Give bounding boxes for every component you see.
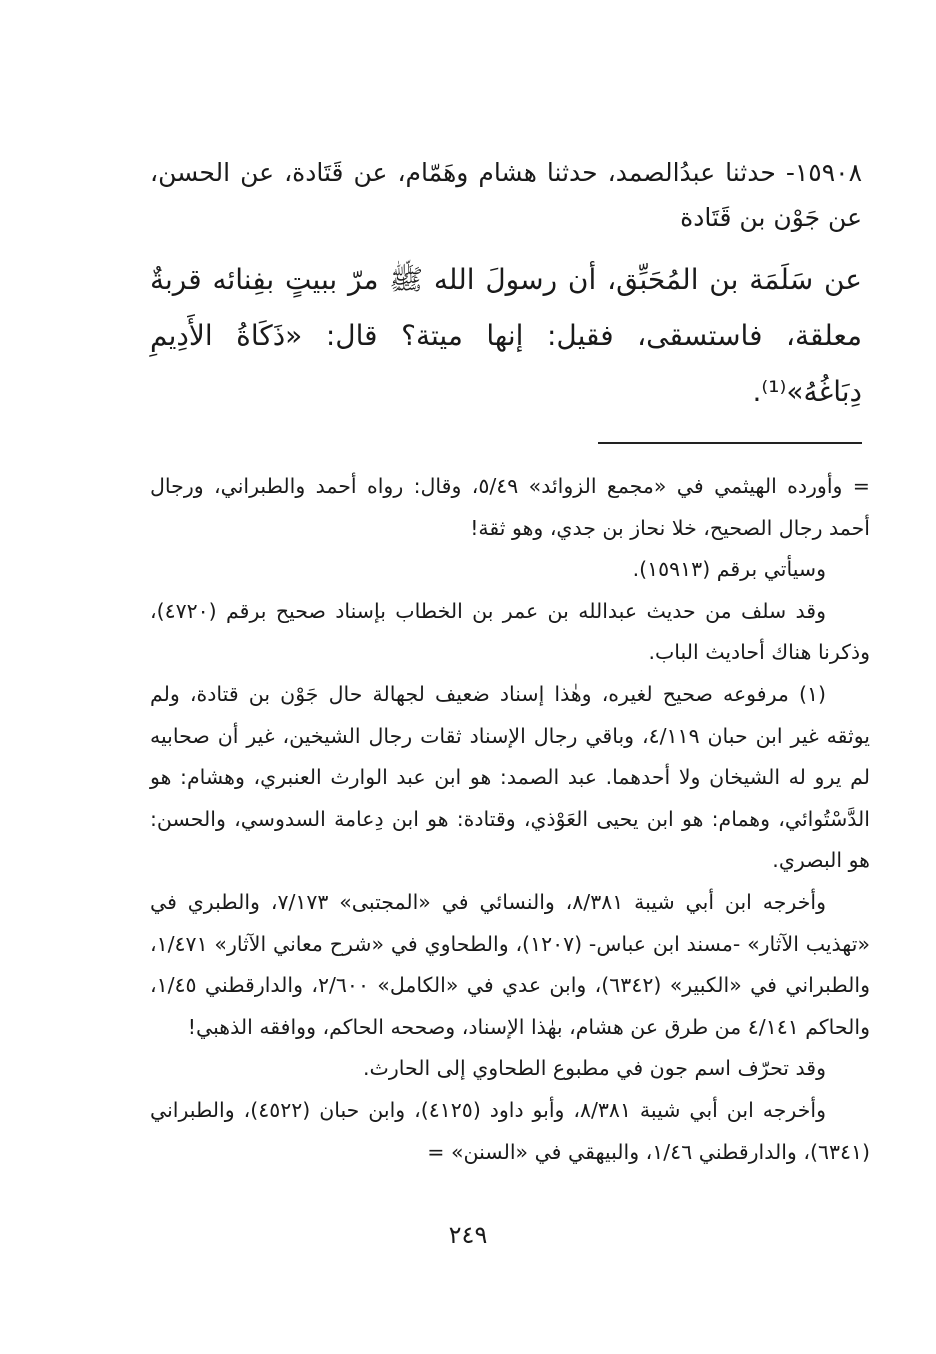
footnote-1-correction: وقد تحرّف اسم جون في مطبوع الطحاوي إلى الحارث. bbox=[363, 1056, 826, 1081]
footnote-1-grading: (١) مرفوعه صحيح لغيره، وهٰذا إسناد ضعيف لجهالة حال جَوْن بن قتادة، ولم يوثقه غير ابن حبان ٤/١١٩، وباقي رجال الإسناد ثقات رجال الشيخين، غير أن صحابيه لم يرو له الشيخان ولا أحدهما. عبد الصمد: هو ابن عبد الوارث العنبري، وهشام: هو الدَّسْتُوائي، وهمام: هو ابن يحيى العَوْذي، وقتادة: هو ابن دِعامة السدوسي، والحسن: هو البصري. bbox=[150, 681, 871, 873]
footnote-separator bbox=[598, 442, 862, 444]
footnote-1-takhrij-continued: وأخرجه ابن أبي شيبة ٨/٣٨١، وأبو داود (٤١٢٥)، وابن حبان (٤٥٢٢)، والطبراني (٦٣٤١)، والدارقطني ١/٤٦، والبيهقي في «السنن» = bbox=[150, 1097, 870, 1164]
hadith-matn: عن سَلَمَة بن المُحَبِّق، أن رسولَ الله ﷺ مرّ ببيتٍ بفِنائه قربةٌ معلقة، فاستسقى، فقيل: إنها ميتة؟ قال: «ذَكَاةُ الأَدِيمِ دِبَاغُهُ»⁽¹⁾. bbox=[150, 263, 862, 408]
footnotes bbox=[150, 466, 870, 1173]
page-number: ٢٤٩ bbox=[448, 1221, 488, 1249]
hadith-isnad: ١٥٩٠٨- حدثنا عبدُالصمد، حدثنا هشام وهَمّام، عن قَتَادة، عن الحسن، عن جَوْن بن قَتَادة bbox=[150, 158, 862, 232]
footnote-1-takhrij: وأخرجه ابن أبي شيبة ٨/٣٨١، والنسائي في «المجتبى» ٧/١٧٣، والطبري في «تهذيب الآثار» -مسند ابن عباس- (١٢٠٧)، والطحاوي في «شرح معاني الآثار» ١/٤٧١، والطبراني في «الكبير» (٦٣٤٢)، وابن عدي في «الكامل» ٢/٦٠٠، والدارقطني ١/٤٥، والحاكم ٤/١٤١ من طرق عن هشام، بهٰذا الإسناد، وصححه الحاكم، ووافقه الذهبي! bbox=[150, 889, 871, 1039]
footnote-cross-reference: وسيأتي برقم (١٥٩١٣). bbox=[632, 557, 826, 582]
footnote-continuation: = وأورده الهيثمي في «مجمع الزوائد» ٥/٤٩، وقال: رواه أحمد والطبراني، ورجال أحمد رجال الصحيح، خلا نحاز بن جدي، وهو ثقة! bbox=[150, 474, 870, 540]
footnote-earlier-reference: وقد سلف من حديث عبدالله بن عمر بن الخطاب بإسناد صحيح برقم (٤٧٢٠)، وذكرنا هناك أحاديث الباب. bbox=[150, 598, 870, 665]
